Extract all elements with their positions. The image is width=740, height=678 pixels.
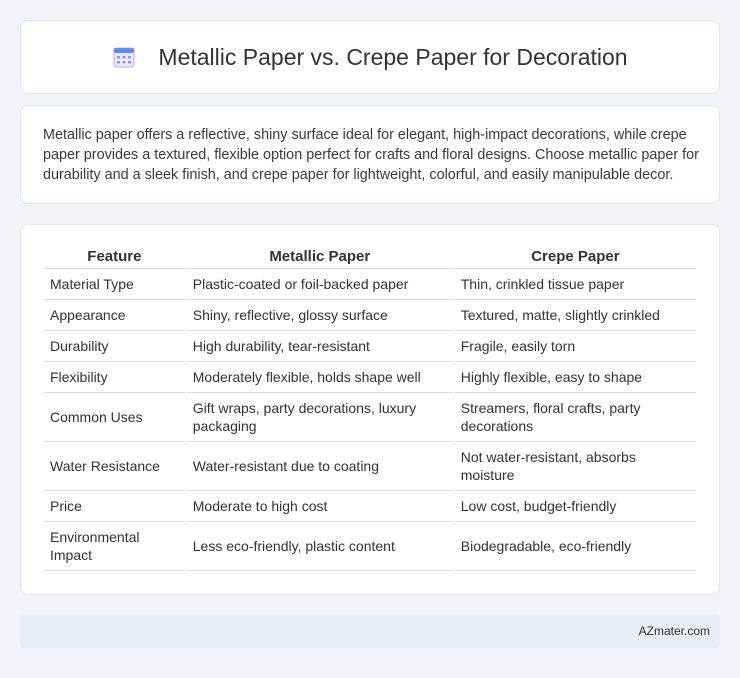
table-row: [44, 522, 696, 571]
footer-bar: [20, 614, 720, 648]
table-row: [44, 331, 696, 362]
table-row: [44, 269, 696, 300]
crepe-cell: Low cost, budget-friendly: [455, 491, 696, 522]
feature-cell: Material Type: [44, 269, 185, 300]
table-header-row: [44, 245, 696, 269]
metallic-cell: Moderate to high cost: [187, 491, 453, 522]
crepe-cell: Textured, matte, slightly crinkled: [455, 300, 696, 331]
summary-text: Metallic paper offers a reflective, shiny surface ideal for elegant, high-impact decorations, while crepe paper provides a textured, flexible option perfect for crafts and floral designs. Choose metallic paper for durability and a sleek finish, and crepe paper for lightweight, colorful, and easily manipulable decor.: [43, 127, 699, 183]
feature-cell: Common Uses: [44, 393, 185, 442]
metallic-cell: Less eco-friendly, plastic content: [187, 522, 453, 571]
crepe-cell: Fragile, easily torn: [455, 331, 696, 362]
crepe-cell: Highly flexible, easy to shape: [455, 362, 696, 393]
table-row: [44, 300, 696, 331]
page-title: Metallic Paper vs. Crepe Paper for Decoration: [158, 43, 628, 70]
table-row: [44, 442, 696, 491]
column-header-crepe-paper: Crepe Paper: [455, 245, 696, 269]
crepe-cell: Not water-resistant, absorbs moisture: [455, 442, 696, 491]
feature-cell: Water Resistance: [44, 442, 185, 491]
summary-card: [20, 105, 720, 204]
table-row: [44, 362, 696, 393]
feature-cell: Appearance: [44, 300, 185, 331]
table-row: [44, 491, 696, 522]
crepe-cell: Biodegradable, eco-friendly: [455, 522, 696, 571]
feature-cell: Environmental Impact: [44, 522, 185, 571]
metallic-cell: High durability, tear-resistant: [187, 331, 453, 362]
crepe-cell: Streamers, floral crafts, party decorations: [455, 393, 696, 442]
metallic-cell: Plastic-coated or foil-backed paper: [187, 269, 453, 300]
metallic-cell: Shiny, reflective, glossy surface: [187, 300, 453, 331]
calendar-icon: [112, 45, 136, 69]
feature-cell: Price: [44, 491, 185, 522]
column-header-metallic-paper: Metallic Paper: [187, 245, 453, 269]
crepe-cell: Thin, crinkled tissue paper: [455, 269, 696, 300]
table-row: [44, 393, 696, 442]
comparison-table-card: [20, 224, 720, 595]
title-card: [20, 20, 720, 94]
comparison-table: [42, 245, 698, 571]
footer-site-link[interactable]: AZmater.com: [638, 624, 710, 638]
metallic-cell: Water-resistant due to coating: [187, 442, 453, 491]
feature-cell: Flexibility: [44, 362, 185, 393]
metallic-cell: Moderately flexible, holds shape well: [187, 362, 453, 393]
column-header-feature: Feature: [44, 245, 185, 269]
feature-cell: Durability: [44, 331, 185, 362]
metallic-cell: Gift wraps, party decorations, luxury packaging: [187, 393, 453, 442]
